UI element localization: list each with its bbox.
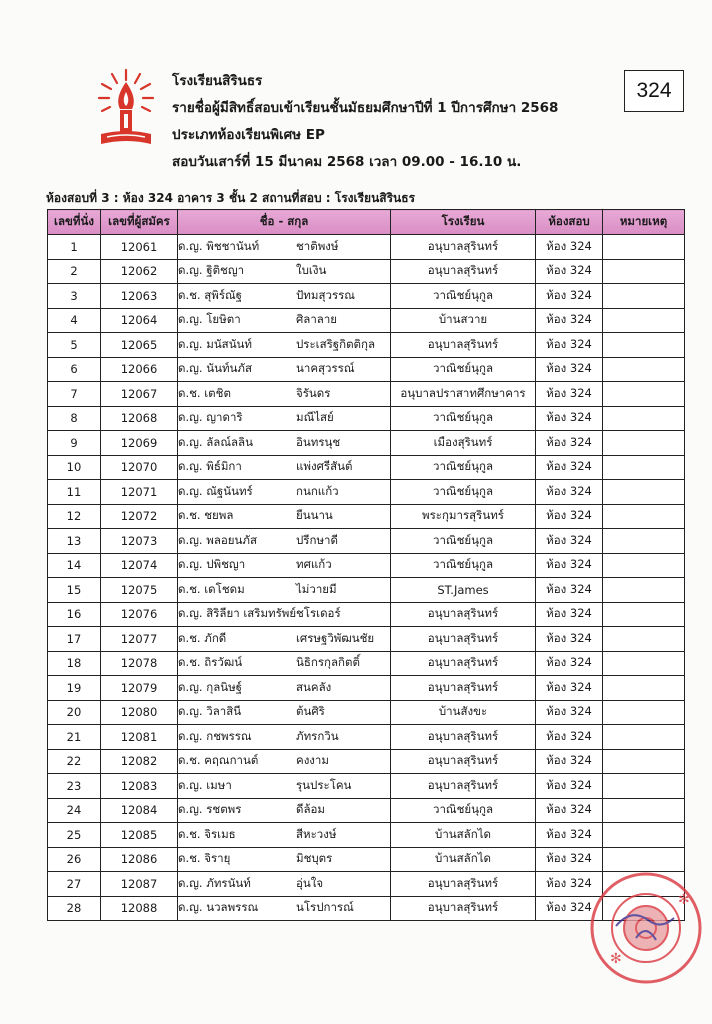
exam-room: ห้อง 324: [536, 823, 603, 848]
column-header-room: ห้องสอบ: [536, 210, 603, 235]
applicant-id: 12068: [101, 406, 178, 431]
full-name: [178, 480, 391, 505]
table-row: [48, 406, 685, 431]
surname: สีหะวงษ์: [296, 826, 337, 841]
first-name: ด.ญ. วิลาสินี: [178, 704, 242, 719]
seat-number: 6: [48, 357, 101, 382]
first-name: ด.ญ. มนัสนันท์: [178, 336, 252, 351]
exam-room: ห้อง 324: [536, 431, 603, 456]
school: อนุบาลสุรินทร์: [391, 774, 536, 799]
room-number-box: 324: [624, 70, 684, 112]
applicant-id: 12074: [101, 553, 178, 578]
first-name: ด.ญ. โยษิตา: [178, 312, 241, 327]
table-row: [48, 455, 685, 480]
seat-number: 17: [48, 627, 101, 652]
school: อนุบาลสุรินทร์: [391, 651, 536, 676]
first-name: ด.ช. ภักดี: [178, 630, 227, 645]
applicant-id: 12087: [101, 872, 178, 897]
full-name: [178, 847, 391, 872]
seat-number: 19: [48, 676, 101, 701]
school: วาณิชย์นุกูล: [391, 284, 536, 309]
seat-number: 1: [48, 235, 101, 260]
full-name: [178, 651, 391, 676]
remark: [603, 553, 685, 578]
svg-text:✻: ✻: [678, 892, 690, 908]
remark: [603, 823, 685, 848]
surname: นิธิกรกุลกิตติ์: [296, 655, 360, 670]
table-row: [48, 676, 685, 701]
candidate-table: [47, 209, 685, 921]
remark: [603, 725, 685, 750]
remark: [603, 578, 685, 603]
first-name: ด.ญ. พิชชานันท์: [178, 238, 260, 253]
seat-number: 5: [48, 333, 101, 358]
full-name: [178, 357, 391, 382]
table-row: [48, 774, 685, 799]
full-name: [178, 382, 391, 407]
full-name: [178, 553, 391, 578]
first-name: ด.ญ. กชพรรณ: [178, 728, 252, 743]
table-row: [48, 627, 685, 652]
first-name: ด.ญ. ญาดาริ: [178, 410, 243, 425]
seat-number: 26: [48, 847, 101, 872]
surname: นาคสุวรรณ์: [296, 361, 355, 376]
applicant-id: 12076: [101, 602, 178, 627]
school: บ้านสังขะ: [391, 700, 536, 725]
remark: [603, 529, 685, 554]
remark: [603, 431, 685, 456]
exam-room: ห้อง 324: [536, 382, 603, 407]
applicant-id: 12085: [101, 823, 178, 848]
table-row: [48, 529, 685, 554]
school: อนุบาลสุรินทร์: [391, 627, 536, 652]
first-name: ด.ญ. ฐิติชญา: [178, 263, 245, 278]
surname: อุ่นใจ: [296, 875, 324, 890]
school: บ้านสวาย: [391, 308, 536, 333]
remark: [603, 333, 685, 358]
surname: มณีไสย์: [296, 410, 334, 425]
document-header: [172, 68, 558, 176]
surname: คงงาม: [296, 753, 329, 768]
surname: จิรันดร: [296, 385, 331, 400]
table-row: [48, 333, 685, 358]
full-name: [178, 406, 391, 431]
applicant-id: 12078: [101, 651, 178, 676]
exam-room: ห้อง 324: [536, 235, 603, 260]
applicant-id: 12062: [101, 259, 178, 284]
first-name: ด.ช. จิรเมธ: [178, 826, 236, 841]
table-row: [48, 382, 685, 407]
exam-room: ห้อง 324: [536, 774, 603, 799]
seat-number: 18: [48, 651, 101, 676]
seat-number: 21: [48, 725, 101, 750]
exam-room: ห้อง 324: [536, 480, 603, 505]
full-name: [178, 823, 391, 848]
full-name: [178, 333, 391, 358]
seat-number: 25: [48, 823, 101, 848]
seat-number: 4: [48, 308, 101, 333]
exam-room: ห้อง 324: [536, 308, 603, 333]
full-name: [178, 259, 391, 284]
remark: [603, 406, 685, 431]
table-row: [48, 725, 685, 750]
exam-room: ห้อง 324: [536, 333, 603, 358]
school: บ้านสลักได: [391, 823, 536, 848]
exam-room: ห้อง 324: [536, 259, 603, 284]
school: วาณิชย์นุกูล: [391, 529, 536, 554]
surname: รุนประโคน: [296, 777, 352, 792]
school: อนุบาลสุรินทร์: [391, 259, 536, 284]
remark: [603, 308, 685, 333]
seat-number: 24: [48, 798, 101, 823]
first-name: ด.ญ. ปพิชญา: [178, 557, 246, 572]
column-header-school: โรงเรียน: [391, 210, 536, 235]
first-name: ด.ช. ฅฤณกานต์: [178, 753, 259, 768]
remark: [603, 480, 685, 505]
school-name: โรงเรียนสิรินธร: [172, 73, 263, 89]
remark: [603, 259, 685, 284]
first-name: ด.ญ. พิธ์มิกา: [178, 459, 242, 474]
seat-number: 27: [48, 872, 101, 897]
full-name: [178, 627, 391, 652]
seat-number: 10: [48, 455, 101, 480]
surname: ต้นศิริ: [296, 704, 325, 719]
school: วาณิชย์นุกูล: [391, 480, 536, 505]
full-name: [178, 700, 391, 725]
school: พระกุมารสุรินทร์: [391, 504, 536, 529]
table-row: [48, 357, 685, 382]
full-name: [178, 872, 391, 897]
first-name: ด.ญ. เมษา: [178, 777, 232, 792]
remark: [603, 602, 685, 627]
table-row: [48, 259, 685, 284]
seat-number: 28: [48, 896, 101, 921]
program-type: ประเภทห้องเรียนพิเศษ EP: [172, 127, 325, 143]
column-header-name: ชื่อ - สกุล: [178, 210, 391, 235]
remark: [603, 749, 685, 774]
first-name: ด.ญ. สิริลียา เสริมทรัพย์: [178, 606, 297, 621]
surname: ใบเงิน: [296, 263, 327, 278]
applicant-id: 12075: [101, 578, 178, 603]
full-name: [178, 578, 391, 603]
surname: นโรปการณ์: [296, 900, 354, 915]
exam-room: ห้อง 324: [536, 896, 603, 921]
first-name: ด.ญ. กุลนิษฐ์: [178, 679, 243, 694]
surname: เศรษฐวิพัฒนชัย: [296, 630, 375, 645]
exam-room: ห้อง 324: [536, 651, 603, 676]
exam-room: ห้อง 324: [536, 700, 603, 725]
applicant-id: 12080: [101, 700, 178, 725]
applicant-id: 12071: [101, 480, 178, 505]
table-row: [48, 578, 685, 603]
exam-room: ห้อง 324: [536, 798, 603, 823]
exam-room: ห้อง 324: [536, 676, 603, 701]
surname: ปัทมสุวรรณ: [296, 287, 355, 302]
exam-room: ห้อง 324: [536, 529, 603, 554]
applicant-id: 12072: [101, 504, 178, 529]
column-header-applicant-id: เลขที่ผู้สมัคร: [101, 210, 178, 235]
school: อนุบาลสุรินทร์: [391, 602, 536, 627]
applicant-id: 12082: [101, 749, 178, 774]
full-name: [178, 602, 391, 627]
svg-text:✻: ✻: [610, 951, 622, 967]
remark: [603, 382, 685, 407]
first-name: ด.ช. สุพิร์ณัฐ: [178, 287, 243, 302]
first-name: ด.ช. ถิรวัฒน์: [178, 655, 243, 670]
exam-room: ห้อง 324: [536, 357, 603, 382]
exam-room-info: ห้องสอบที่ 3 : ห้อง 324 อาคาร 3 ชั้น 2 สถานที่สอบ : โรงเรียนสิรินธร: [46, 191, 416, 205]
surname: ทศแก้ว: [296, 557, 332, 572]
remark: [603, 504, 685, 529]
surname: ปรีกษาดี: [296, 532, 338, 547]
school: อนุบาลปราสาทศึกษาคาร: [391, 382, 536, 407]
table-row: [48, 431, 685, 456]
surname: ประเสริฐกิตติกุล: [296, 336, 376, 351]
seat-number: 23: [48, 774, 101, 799]
applicant-id: 12064: [101, 308, 178, 333]
seat-number: 3: [48, 284, 101, 309]
remark: [603, 627, 685, 652]
exam-datetime: สอบวันเสาร์ที่ 15 มีนาคม 2568 เวลา 09.00 - 16.10 น.: [172, 154, 522, 170]
first-name: ด.ญ. นวลพรรณ: [178, 900, 259, 915]
full-name: [178, 725, 391, 750]
surname: ภัทรกวิน: [296, 728, 339, 743]
full-name: [178, 308, 391, 333]
surname: ยืนนาน: [296, 508, 333, 523]
school: อนุบาลสุรินทร์: [391, 725, 536, 750]
full-name: [178, 676, 391, 701]
surname: ชโรเดอร์: [296, 606, 341, 621]
seat-number: 8: [48, 406, 101, 431]
school: เมืองสุรินทร์: [391, 431, 536, 456]
remark: [603, 700, 685, 725]
seat-number: 2: [48, 259, 101, 284]
remark: [603, 284, 685, 309]
surname: ไม่วายมี: [296, 581, 337, 596]
table-row: [48, 235, 685, 260]
applicant-id: 12084: [101, 798, 178, 823]
seat-number: 13: [48, 529, 101, 554]
applicant-id: 12065: [101, 333, 178, 358]
applicant-id: 12070: [101, 455, 178, 480]
exam-room: ห้อง 324: [536, 749, 603, 774]
seat-number: 20: [48, 700, 101, 725]
full-name: [178, 455, 391, 480]
first-name: ด.ช. จิรายุ: [178, 851, 231, 866]
first-name: ด.ญ. นันท์นภัส: [178, 361, 252, 376]
applicant-id: 12063: [101, 284, 178, 309]
school: อนุบาลสุรินทร์: [391, 749, 536, 774]
table-row: [48, 504, 685, 529]
full-name: [178, 235, 391, 260]
surname: กนกแก้ว: [296, 483, 339, 498]
school: วาณิชย์นุกูล: [391, 553, 536, 578]
first-name: ด.ญ. ลัลณ์ลลิน: [178, 434, 253, 449]
first-name: ด.ญ. ณัฐนันทร์: [178, 483, 253, 498]
first-name: ด.ช. เดโชดม: [178, 581, 245, 596]
full-name: [178, 896, 391, 921]
applicant-id: 12077: [101, 627, 178, 652]
applicant-id: 12073: [101, 529, 178, 554]
table-row: [48, 553, 685, 578]
applicant-id: 12079: [101, 676, 178, 701]
remark: [603, 235, 685, 260]
table-row: [48, 798, 685, 823]
seat-number: 9: [48, 431, 101, 456]
school: อนุบาลสุรินทร์: [391, 896, 536, 921]
exam-room: ห้อง 324: [536, 725, 603, 750]
exam-room: ห้อง 324: [536, 504, 603, 529]
applicant-id: 12083: [101, 774, 178, 799]
table-row: [48, 284, 685, 309]
school: อนุบาลสุรินทร์: [391, 676, 536, 701]
full-name: [178, 529, 391, 554]
full-name: [178, 504, 391, 529]
exam-room: ห้อง 324: [536, 602, 603, 627]
table-row: [48, 480, 685, 505]
seat-number: 16: [48, 602, 101, 627]
school-seal-stamp-icon: [586, 868, 706, 988]
first-name: ด.ญ. รชตพร: [178, 802, 242, 817]
school: อนุบาลสุรินทร์: [391, 235, 536, 260]
column-header-seat: เลขที่นั่ง: [48, 210, 101, 235]
remark: [603, 798, 685, 823]
exam-room: ห้อง 324: [536, 627, 603, 652]
first-name: ด.ช. ชยพล: [178, 508, 234, 523]
seat-number: 12: [48, 504, 101, 529]
first-name: ด.ญ. ภัทรนันท์: [178, 875, 251, 890]
applicant-id: 12081: [101, 725, 178, 750]
applicant-id: 12067: [101, 382, 178, 407]
first-name: ด.ช. เตชิต: [178, 385, 231, 400]
exam-room: ห้อง 324: [536, 406, 603, 431]
full-name: [178, 431, 391, 456]
remark: [603, 357, 685, 382]
table-row: [48, 823, 685, 848]
remark: [603, 774, 685, 799]
applicant-id: 12061: [101, 235, 178, 260]
seat-number: 7: [48, 382, 101, 407]
full-name: [178, 798, 391, 823]
exam-room: ห้อง 324: [536, 553, 603, 578]
column-header-remark: หมายเหตุ: [603, 210, 685, 235]
exam-room: ห้อง 324: [536, 284, 603, 309]
remark: [603, 676, 685, 701]
school: อนุบาลสุรินทร์: [391, 872, 536, 897]
full-name: [178, 284, 391, 309]
document-title: รายชื่อผู้มีสิทธิ์สอบเข้าเรียนชั้นมัธยมศึกษาปีที่ 1 ปีการศึกษา 2568: [172, 100, 559, 116]
school: วาณิชย์นุกูล: [391, 357, 536, 382]
school: วาณิชย์นุกูล: [391, 455, 536, 480]
remark: [603, 455, 685, 480]
surname: ดีล้อม: [296, 802, 326, 817]
school: วาณิชย์นุกูล: [391, 406, 536, 431]
seat-number: 22: [48, 749, 101, 774]
applicant-id: 12066: [101, 357, 178, 382]
surname: อินทรนุช: [296, 434, 341, 449]
table-row: [48, 700, 685, 725]
school: อนุบาลสุรินทร์: [391, 333, 536, 358]
surname: มิชบุตร: [296, 851, 333, 866]
school-emblem-icon: [97, 68, 155, 154]
surname: ศิลาลาย: [296, 312, 338, 327]
surname: ชาติพงษ์: [296, 238, 339, 253]
exam-room: ห้อง 324: [536, 872, 603, 897]
seat-number: 14: [48, 553, 101, 578]
exam-room: ห้อง 324: [536, 847, 603, 872]
remark: [603, 651, 685, 676]
school: วาณิชย์นุกูล: [391, 798, 536, 823]
table-row: [48, 749, 685, 774]
applicant-id: 12069: [101, 431, 178, 456]
applicant-id: 12088: [101, 896, 178, 921]
full-name: [178, 749, 391, 774]
table-row: [48, 602, 685, 627]
school: ST.James: [391, 578, 536, 603]
table-header-row: [48, 210, 685, 235]
applicant-id: 12086: [101, 847, 178, 872]
first-name: ด.ญ. พลอยนภัส: [178, 532, 257, 547]
seat-number: 15: [48, 578, 101, 603]
table-row: [48, 651, 685, 676]
exam-room: ห้อง 324: [536, 455, 603, 480]
surname: สนคลัง: [296, 679, 332, 694]
table-row: [48, 308, 685, 333]
exam-room: ห้อง 324: [536, 578, 603, 603]
seat-number: 11: [48, 480, 101, 505]
full-name: [178, 774, 391, 799]
surname: แพ่งศรีสันต์: [296, 459, 353, 474]
school: บ้านสลักได: [391, 847, 536, 872]
